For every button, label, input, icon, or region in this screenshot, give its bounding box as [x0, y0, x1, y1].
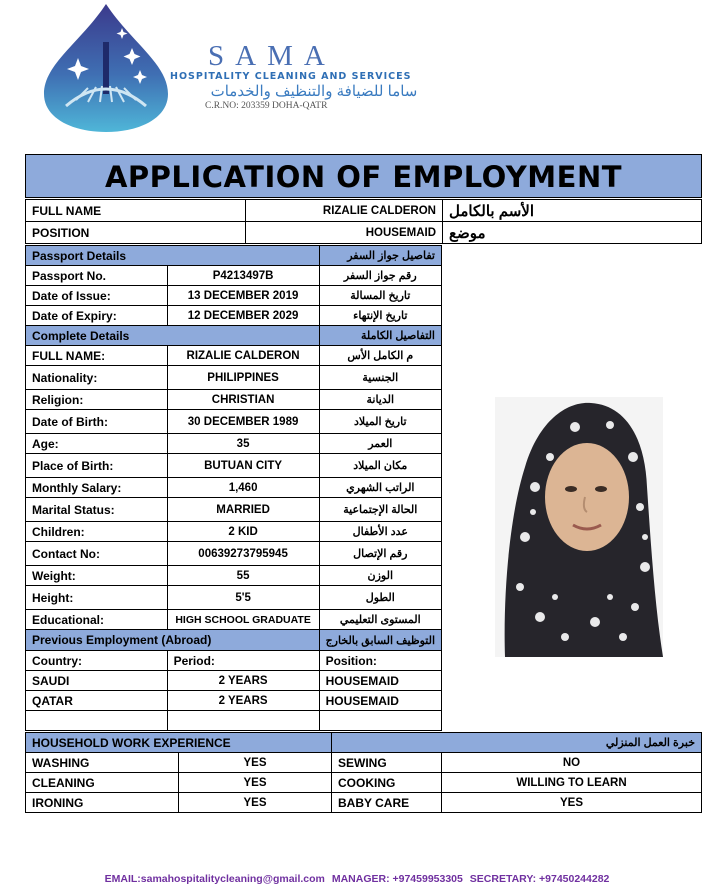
- details-heading: Complete Details: [26, 326, 320, 346]
- detail-arabic: المستوى التعليمي: [319, 610, 441, 630]
- detail-value: 35: [167, 434, 319, 454]
- detail-arabic: الديانة: [319, 390, 441, 410]
- cr-number: C.R.NO: 203359 DOHA-QATR: [205, 101, 328, 111]
- passport-heading-arabic: تفاصيل جواز السفر: [319, 246, 441, 266]
- detail-value: 00639273795945: [167, 542, 319, 566]
- detail-row: [26, 410, 442, 434]
- detail-label: Height:: [26, 586, 168, 610]
- skill-b: BABY CARE: [332, 793, 442, 813]
- detail-value: CHRISTIAN: [167, 390, 319, 410]
- passport-row-value: 12 DECEMBER 2029: [167, 306, 319, 326]
- passport-row-arabic: تاريخ الإنتهاء: [319, 306, 441, 326]
- detail-arabic: عدد الأطفال: [319, 522, 441, 542]
- passport-row-value: 13 DECEMBER 2019: [167, 286, 319, 306]
- passport-row: [26, 266, 442, 286]
- detail-row: [26, 522, 442, 542]
- detail-value: HIGH SCHOOL GRADUATE: [167, 610, 319, 630]
- detail-arabic: الحالة الإجتماعية: [319, 498, 441, 522]
- passport-row-arabic: تاريخ المسالة: [319, 286, 441, 306]
- prev-country: QATAR: [26, 691, 168, 711]
- skill-b-value: NO: [442, 753, 702, 773]
- detail-row: [26, 586, 442, 610]
- detail-arabic: م الكامل الأس: [319, 346, 441, 366]
- detail-row: [26, 390, 442, 410]
- detail-label: Educational:: [26, 610, 168, 630]
- col-period: Period:: [167, 651, 319, 671]
- detail-arabic: الراتب الشهري: [319, 478, 441, 498]
- detail-value: 1,460: [167, 478, 319, 498]
- skill-a: IRONING: [26, 793, 179, 813]
- contact-footer: [0, 873, 714, 885]
- empty-cell: [26, 711, 168, 731]
- form-title: APPLICATION OF EMPLOYMENT: [104, 160, 623, 194]
- passport-row-label: Date of Issue:: [26, 286, 168, 306]
- passport-section-header: [26, 246, 442, 266]
- detail-value: PHILIPPINES: [167, 366, 319, 390]
- detail-value: 55: [167, 566, 319, 586]
- detail-label: Children:: [26, 522, 168, 542]
- detail-arabic: تاريخ الميلاد: [319, 410, 441, 434]
- detail-value: BUTUAN CITY: [167, 454, 319, 478]
- details-section-header: [26, 326, 442, 346]
- form-title-bar: [25, 154, 702, 198]
- brand-tagline: HOSPITALITY CLEANING AND SERVICES: [170, 71, 412, 82]
- prev-country: SAUDI: [26, 671, 168, 691]
- skill-b: SEWING: [332, 753, 442, 773]
- prev-position: HOUSEMAID: [319, 691, 441, 711]
- detail-label: Marital Status:: [26, 498, 168, 522]
- detail-label: Monthly Salary:: [26, 478, 168, 498]
- previous-section-header: [26, 630, 442, 651]
- skill-b: COOKING: [332, 773, 442, 793]
- skill-a-value: YES: [179, 753, 332, 773]
- detail-arabic: رقم الإتصال: [319, 542, 441, 566]
- brand-arabic-name: ساما للضيافة والتنظيف والخدمات: [210, 83, 418, 100]
- previous-row: [26, 671, 442, 691]
- passport-row-value: P4213497B: [167, 266, 319, 286]
- empty-cell: [167, 711, 319, 731]
- detail-row: [26, 454, 442, 478]
- skill-a: WASHING: [26, 753, 179, 773]
- detail-value: MARRIED: [167, 498, 319, 522]
- previous-columns: [26, 651, 442, 671]
- full-name-label: FULL NAME: [26, 200, 246, 222]
- skill-a: CLEANING: [26, 773, 179, 793]
- household-row: [26, 773, 702, 793]
- footer-secretary: SECRETARY: +97450244282: [469, 873, 610, 885]
- household-row: [26, 753, 702, 773]
- detail-label: Age:: [26, 434, 168, 454]
- detail-row: [26, 610, 442, 630]
- detail-label: Contact No:: [26, 542, 168, 566]
- previous-row-empty: [26, 711, 442, 731]
- previous-row: [26, 691, 442, 711]
- detail-label: Date of Birth:: [26, 410, 168, 434]
- top-row-position: [26, 222, 702, 244]
- household-section-header: [26, 733, 702, 753]
- detail-label: FULL NAME:: [26, 346, 168, 366]
- detail-value: RIZALIE CALDERON: [167, 346, 319, 366]
- detail-value: 30 DECEMBER 1989: [167, 410, 319, 434]
- skill-b-value: YES: [442, 793, 702, 813]
- top-info-table: [25, 199, 702, 244]
- household-table: [25, 732, 702, 813]
- prev-period: 2 YEARS: [167, 691, 319, 711]
- detail-arabic: الطول: [319, 586, 441, 610]
- detail-arabic: مكان الميلاد: [319, 454, 441, 478]
- position-value: HOUSEMAID: [246, 222, 443, 244]
- detail-row: [26, 346, 442, 366]
- previous-heading: Previous Employment (Abroad): [26, 630, 320, 651]
- company-logo: [36, 2, 176, 134]
- details-heading-arabic: التفاصيل الكاملة: [319, 326, 441, 346]
- footer-email[interactable]: EMAIL:samahospitalitycleaning@gmail.com: [104, 873, 325, 885]
- detail-value: 5'5: [167, 586, 319, 610]
- position-label: POSITION: [26, 222, 246, 244]
- footer-manager: MANAGER: +97459953305: [331, 873, 463, 885]
- details-table: [25, 245, 442, 731]
- brand-name: SAMA: [208, 40, 336, 72]
- skill-a-value: YES: [179, 793, 332, 813]
- detail-value: 2 KID: [167, 522, 319, 542]
- col-position: Position:: [319, 651, 441, 671]
- detail-arabic: الجنسية: [319, 366, 441, 390]
- prev-position: HOUSEMAID: [319, 671, 441, 691]
- detail-row: [26, 366, 442, 390]
- detail-row: [26, 498, 442, 522]
- detail-arabic: الوزن: [319, 566, 441, 586]
- household-heading-arabic: خبرة العمل المنزلي: [332, 733, 702, 753]
- detail-row: [26, 566, 442, 586]
- skill-a-value: YES: [179, 773, 332, 793]
- detail-row: [26, 478, 442, 498]
- full-name-arabic: الأسم بالكامل: [443, 200, 702, 222]
- detail-row: [26, 542, 442, 566]
- applicant-photo: [495, 397, 663, 657]
- detail-label: Place of Birth:: [26, 454, 168, 478]
- prev-period: 2 YEARS: [167, 671, 319, 691]
- passport-row: [26, 306, 442, 326]
- detail-label: Religion:: [26, 390, 168, 410]
- passport-heading: Passport Details: [26, 246, 320, 266]
- household-row: [26, 793, 702, 813]
- top-row-fullname: [26, 200, 702, 222]
- full-name-value: RIZALIE CALDERON: [246, 200, 443, 222]
- passport-row-label: Passport No.: [26, 266, 168, 286]
- skill-b-value: WILLING TO LEARN: [442, 773, 702, 793]
- passport-row-arabic: رقم جواز السفر: [319, 266, 441, 286]
- detail-row: [26, 434, 442, 454]
- household-heading: HOUSEHOLD WORK EXPERIENCE: [26, 733, 332, 753]
- passport-row-label: Date of Expiry:: [26, 306, 168, 326]
- passport-row: [26, 286, 442, 306]
- detail-label: Weight:: [26, 566, 168, 586]
- position-arabic: موضع: [443, 222, 702, 244]
- detail-label: Nationality:: [26, 366, 168, 390]
- detail-arabic: العمر: [319, 434, 441, 454]
- col-country: Country:: [26, 651, 168, 671]
- previous-heading-arabic: التوظيف السابق بالخارج: [319, 630, 441, 651]
- empty-cell: [319, 711, 441, 731]
